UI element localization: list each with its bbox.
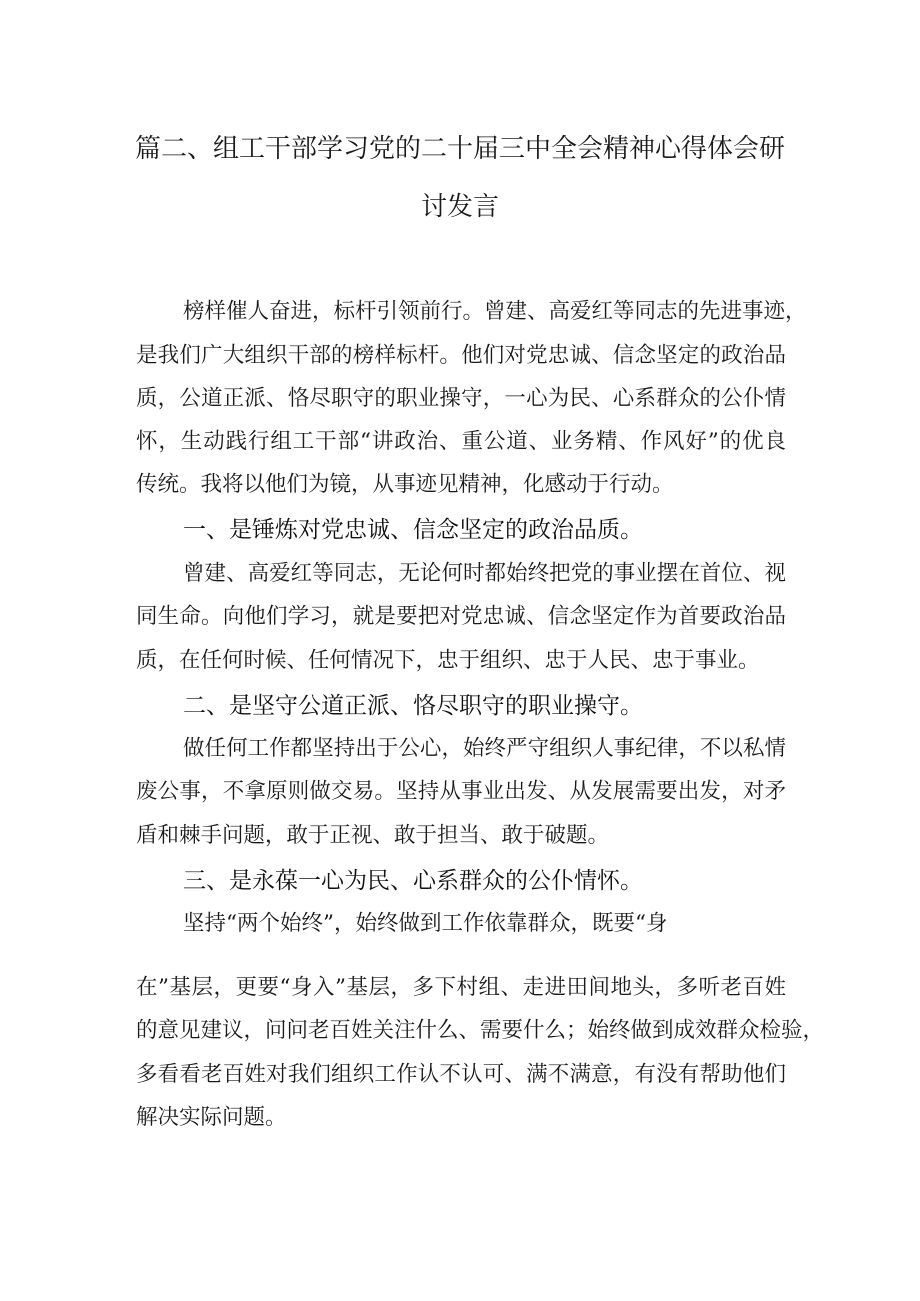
section3-line: 解决实际问题。 [136,1105,287,1130]
section1-line: 曾建、高爱红等同志，无论何时都始终把党的事业摆在首位、视 [183,561,786,586]
section3-line: 多看看老百姓对我们组织工作认不认可、满不满意，有没有帮助他们 [136,1062,786,1087]
document-title-line-1: 篇二、组工干部学习党的二十届三中全会精神心得体会研 [134,134,785,164]
intro-line: 质，公道正派、恪尽职守的职业操守，一心为民、心系群众的公仆情 [136,386,786,411]
section-heading-3: 三、是永葆一心为民、心系群众的公仆情怀。 [183,868,643,894]
section-heading-2: 二、是坚守公道正派、恪尽职守的职业操守。 [183,693,643,719]
section3-line: 的意见建议，问问老百姓关注什么、需要什么；始终做到成效群众检验， [136,1018,825,1043]
document-title-line-2: 讨发言 [420,192,499,222]
intro-line: 是我们广大组织干部的榜样标杆。他们对党忠诚、信念坚定的政治品 [136,343,786,368]
intro-line: 怀，生动践行组工干部“讲政治、重公道、业务精、作风好”的优良 [136,429,786,454]
section2-line: 废公事，不拿原则做交易。坚持从事业出发、从发展需要出发，对矛 [136,779,786,804]
section3-line: 坚持“两个始终”，始终做到工作依靠群众，既要“身 [183,911,668,936]
section2-line: 盾和棘手问题，敢于正视、敢于担当、敢于破题。 [136,823,610,848]
intro-line: 传统。我将以他们为镜，从事迹见精神，化感动于行动。 [136,472,674,497]
section1-line: 质，在任何时候、任何情况下，忠于组织、忠于人民、忠于事业。 [136,648,760,673]
section2-line: 做任何工作都坚持出于公心，始终严守组织人事纪律，不以私情 [183,736,786,761]
section1-line: 同生命。向他们学习，就是要把对党忠诚、信念坚定作为首要政治品 [136,604,786,629]
section3-line: 在”基层，更要“身入”基层，多下村组、走进田间地头，多听老百姓 [136,975,786,1000]
intro-line: 榜样催人奋进，标杆引领前行。曾建、高爱红等同志的先进事迹， [183,299,807,324]
section-heading-1: 一、是锤炼对党忠诚、信念坚定的政治品质。 [183,517,643,543]
